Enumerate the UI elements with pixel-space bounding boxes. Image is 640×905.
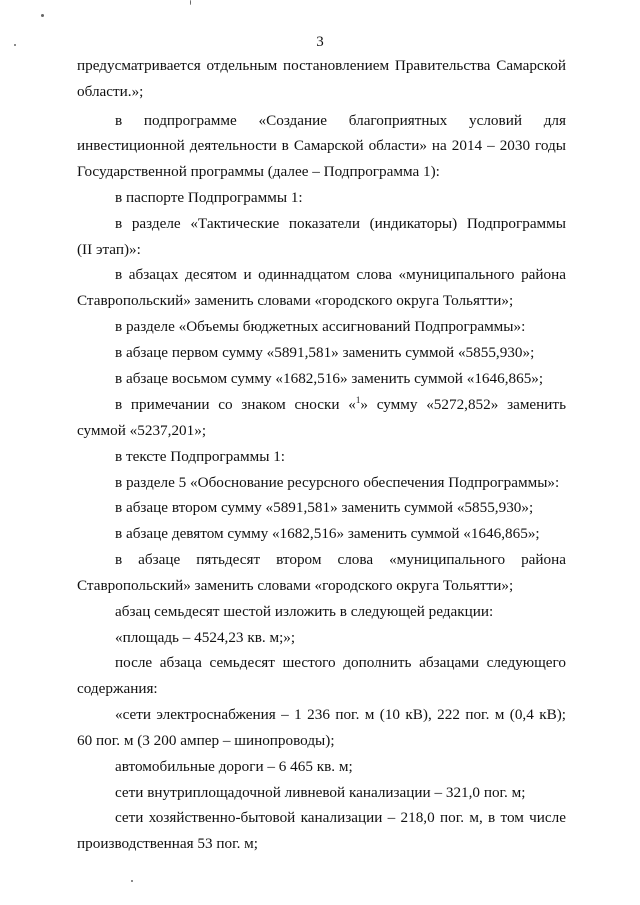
text-line-content: сети хозяйственно-бытовой канализации – 218,0 пог. м, в том числе: [115, 809, 566, 826]
text-line: [115, 525, 566, 543]
text-line: [115, 344, 566, 362]
text-line: [115, 266, 566, 284]
scan-speck: [41, 14, 44, 17]
text-line: [115, 189, 566, 207]
text-line: [77, 422, 566, 440]
text-line: [77, 241, 566, 259]
text-line: [115, 784, 566, 802]
text-line: [115, 551, 566, 569]
text-line: [77, 292, 566, 310]
text-line-content: производственная 53 пог. м;: [77, 835, 259, 852]
page-number: 3: [316, 34, 324, 50]
text-line-content: в паспорте Подпрограммы 1:: [115, 189, 303, 206]
text-line-content: суммой «5237,201»;: [77, 422, 207, 439]
text-line: [115, 499, 566, 517]
text-line-content: сети внутриплощадочной ливневой канализации – 321,0 пог. м;: [115, 784, 526, 801]
text-line-content: в абзаце втором сумму «5891,581» заменить суммой «5855,930»;: [115, 499, 534, 516]
text-line: [115, 318, 566, 336]
text-line-content: в тексте Подпрограммы 1:: [115, 448, 286, 465]
text-line: [115, 654, 566, 672]
text-line-content: содержания:: [77, 680, 158, 697]
text-line-content: 60 пог. м (3 200 ампер – шинопроводы);: [77, 732, 335, 749]
text-line: [115, 370, 566, 388]
text-line-content: в разделе «Тактические показатели (индикаторы) Подпрограммы: [115, 215, 566, 232]
text-line-content: в разделе 5 «Обоснование ресурсного обеспечения Подпрограммы»:: [115, 474, 560, 491]
scan-speck: [190, 0, 191, 5]
text-line-content: автомобильные дороги – 6 465 кв. м;: [115, 758, 353, 775]
text-line-content: в абзаце пятьдесят втором слова «муниципального района: [115, 551, 566, 568]
text-line-content: Государственной программы (далее – Подпрограмма 1):: [77, 163, 440, 180]
text-line-content: «сети электроснабжения – 1 236 пог. м (10 кВ), 222 пог. м (0,4 кВ);: [115, 706, 566, 723]
text-line: [77, 835, 566, 853]
text-line-content: (II этап)»:: [77, 241, 141, 258]
text-line: [77, 163, 566, 181]
text-line: [115, 474, 566, 492]
scan-speck: [14, 44, 16, 46]
text-line: [77, 137, 566, 155]
text-line: [115, 396, 566, 414]
text-line-content: Ставропольский» заменить словами «городского округа Тольятти»;: [77, 577, 514, 594]
text-line-content: в абзаце девятом сумму «1682,516» заменить суммой «1646,865»;: [115, 525, 540, 542]
text-line-content: «площадь – 4524,23 кв. м;»;: [115, 629, 296, 646]
text-line-content: Ставропольский» заменить словами «городского округа Тольятти»;: [77, 292, 514, 309]
footnote-mark: 1: [355, 394, 361, 405]
text-line-content: в абзаце первом сумму «5891,581» заменить суммой «5855,930»;: [115, 344, 535, 361]
text-line: [115, 629, 566, 647]
text-line: [77, 577, 566, 595]
text-line-content: в абзаце восьмом сумму «1682,516» заменить суммой «1646,865»;: [115, 370, 544, 387]
text-line: [115, 758, 566, 776]
text-line: [115, 448, 566, 466]
text-line: [115, 112, 566, 130]
text-line-content: инвестиционной деятельности в Самарской области» на 2014 – 2030 годы: [77, 137, 566, 154]
text-line-content: в примечании со знаком сноски «: [115, 396, 356, 413]
text-line: [77, 680, 566, 698]
text-line: [115, 603, 566, 621]
text-line: [115, 215, 566, 233]
text-line-content: в абзацах десятом и одиннадцатом слова «муниципального района: [115, 266, 566, 283]
text-line-content: предусматривается отдельным постановлением Правительства Самарской: [77, 57, 566, 74]
text-line: [115, 809, 566, 827]
text-line: [77, 57, 566, 75]
text-line-content: области.»;: [77, 83, 144, 100]
text-line: [115, 706, 566, 724]
text-line-content: абзац семьдесят шестой изложить в следующей редакции:: [115, 603, 494, 620]
scan-speck: [131, 880, 133, 882]
text-line: [77, 83, 566, 101]
text-line-tail: » сумму «5272,852» заменить: [360, 396, 566, 413]
text-line: [77, 732, 566, 750]
text-line-content: в разделе «Объемы бюджетных ассигнований Подпрограммы»:: [115, 318, 526, 335]
text-line-content: после абзаца семьдесят шестого дополнить абзацами следующего: [115, 654, 566, 671]
text-line-content: в подпрограмме «Создание благоприятных условий для: [115, 112, 566, 129]
